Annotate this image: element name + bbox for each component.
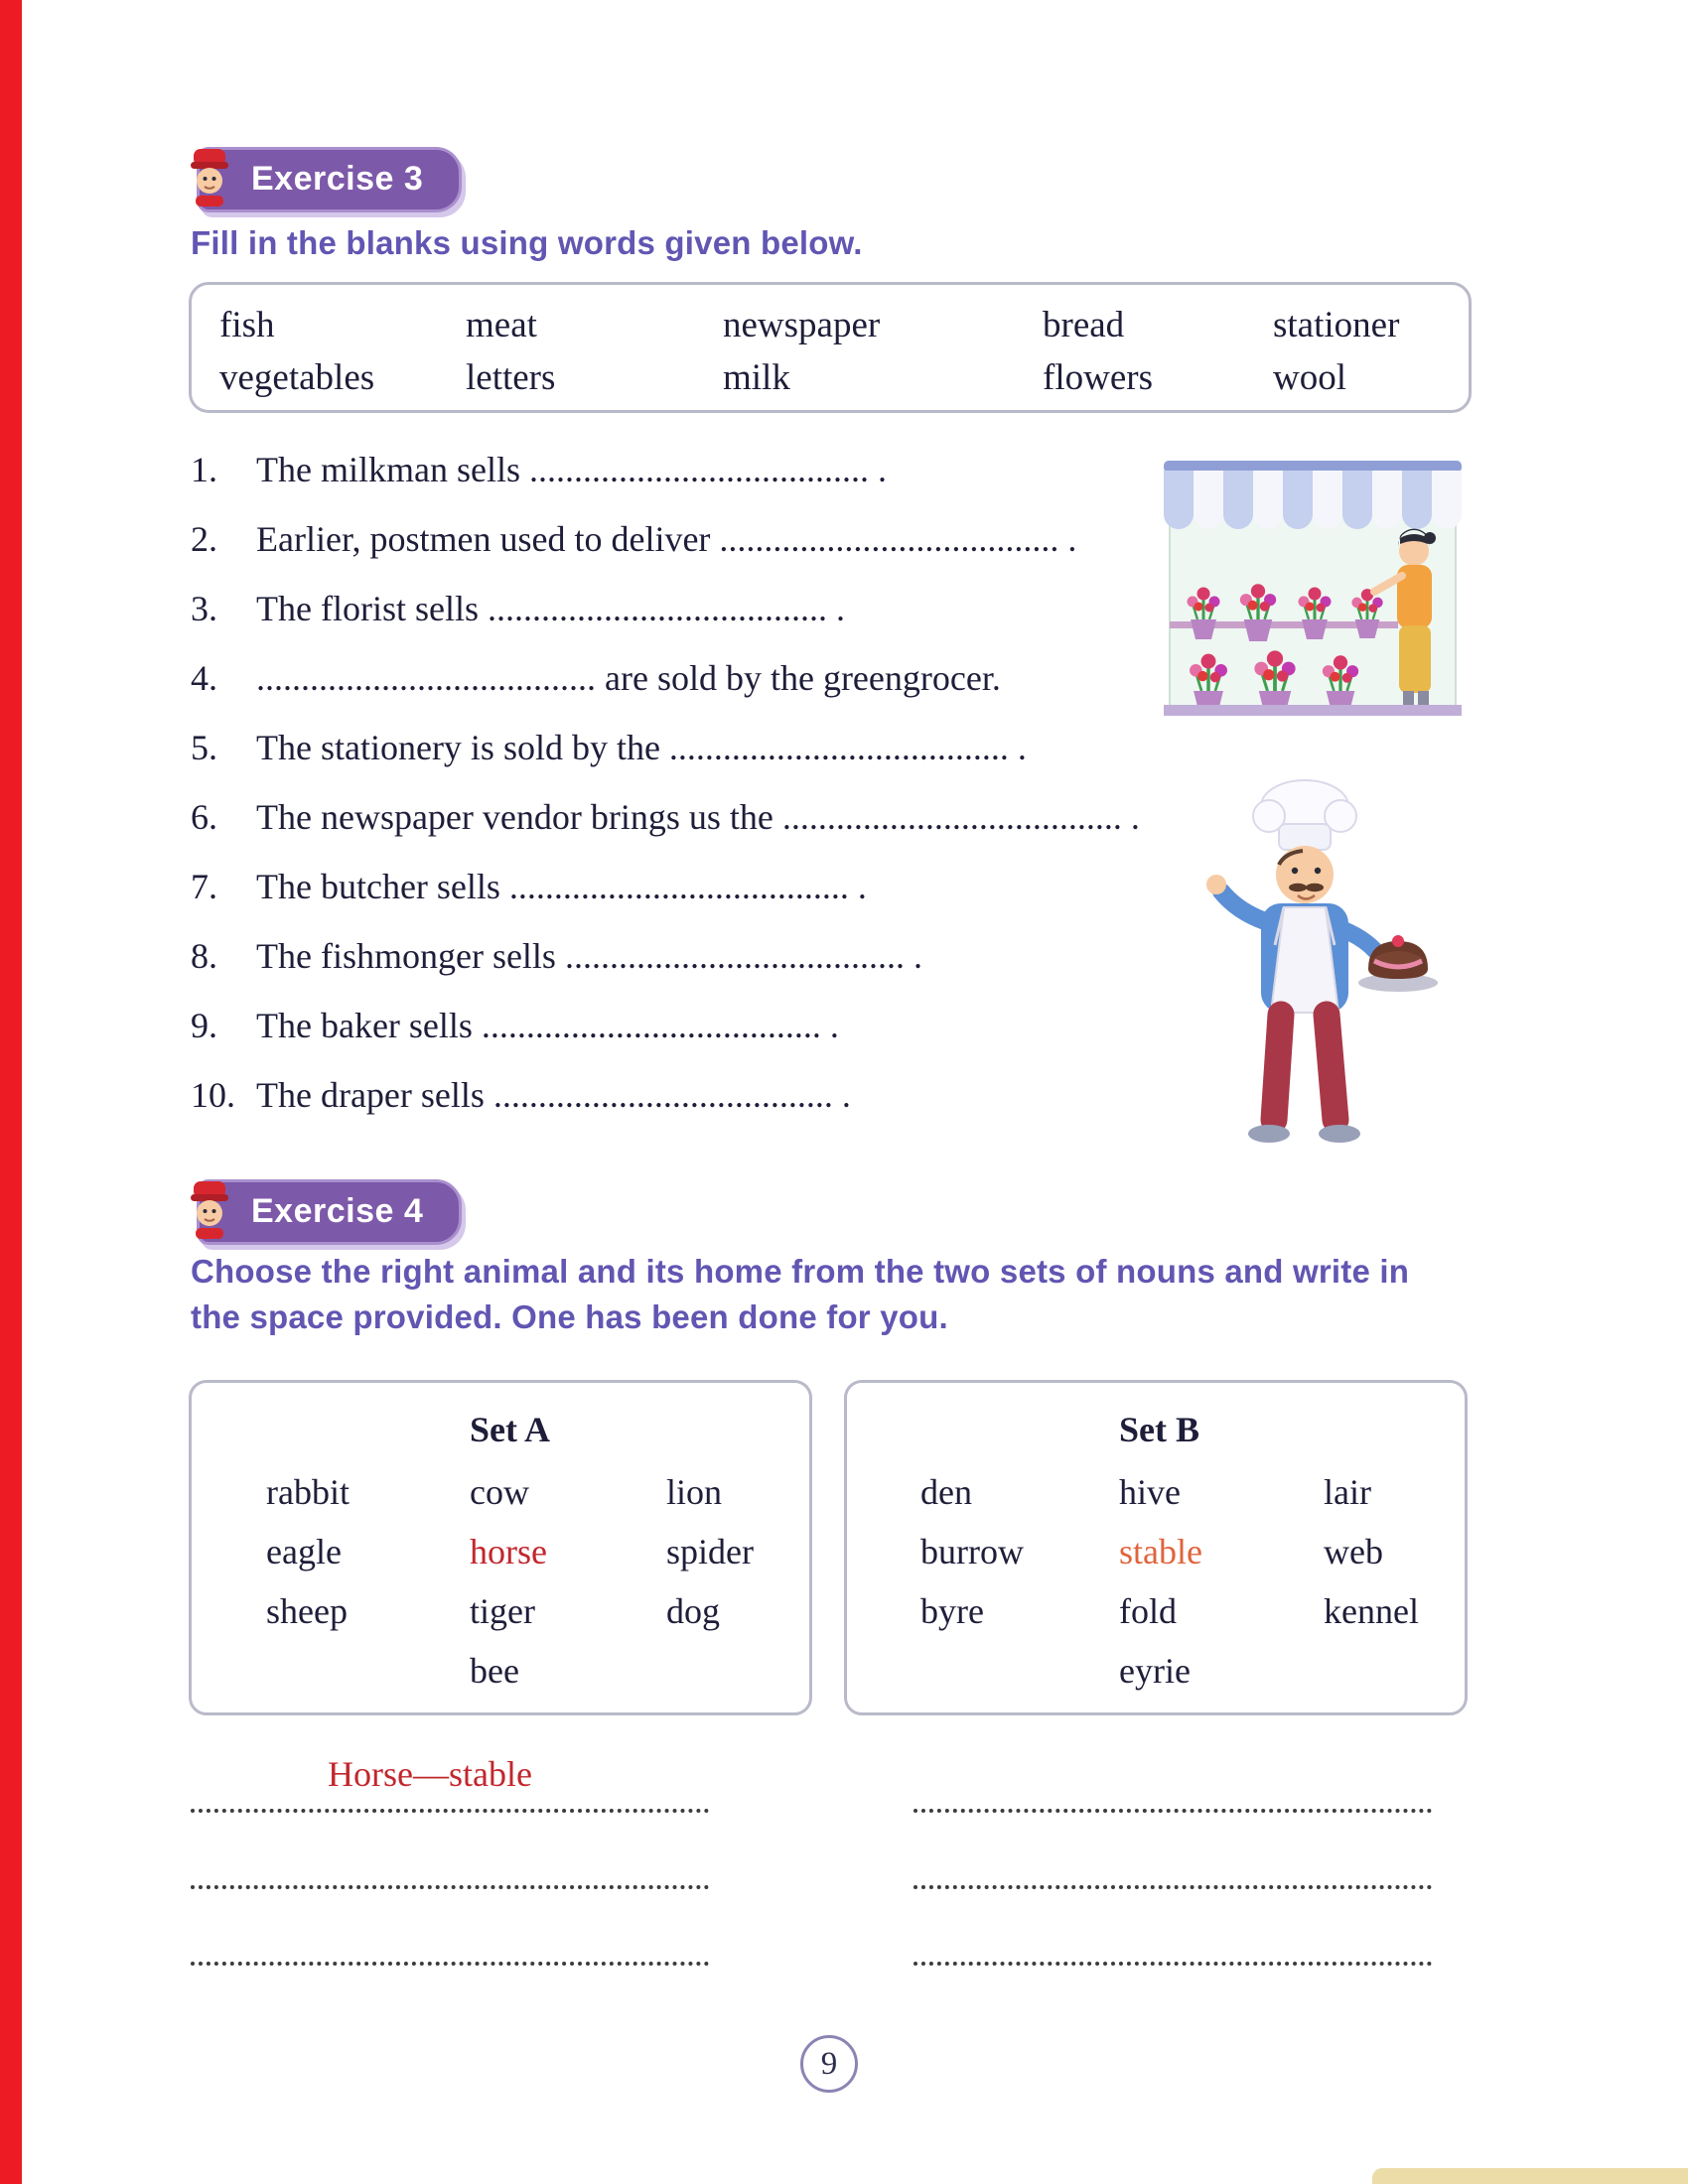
set-b-word: byre — [920, 1591, 984, 1631]
page-number: 9 — [820, 2045, 838, 2082]
florist-illustration — [1164, 455, 1462, 728]
set-a-box — [189, 1380, 812, 1715]
set-b-word: lair — [1324, 1472, 1371, 1512]
exercise4-instruction-line1: Choose the right animal and its home from the two sets of nouns and write in — [191, 1253, 1410, 1290]
fill-blank-item — [191, 782, 1194, 852]
chef-hat — [1253, 780, 1356, 850]
answer-line-right-3 — [914, 1962, 1432, 1966]
item-number: 10. — [191, 1075, 235, 1115]
word-bank-word: vegetables — [219, 357, 375, 398]
item-number: 4. — [191, 658, 217, 698]
set-b-word: kennel — [1324, 1591, 1419, 1631]
fill-blank-item — [191, 713, 1194, 782]
set-b-word — [920, 1641, 1119, 1701]
set-a-word: cow — [470, 1472, 529, 1512]
exercise3-badge-label: Exercise 3 — [197, 147, 462, 212]
set-a-word — [666, 1641, 809, 1701]
item-text: The butcher sells ...................................... . — [256, 867, 867, 906]
item-number: 7. — [191, 867, 217, 906]
word-bank-word: flowers — [1043, 357, 1153, 398]
baker-face — [1276, 846, 1334, 903]
fill-blank-item — [191, 643, 1194, 713]
page-number-badge — [800, 2035, 858, 2093]
set-b-word: eyrie — [1119, 1651, 1191, 1691]
word-bank-word: meat — [466, 305, 537, 345]
item-text: ...................................... are sold by the greengrocer. — [256, 658, 1001, 698]
set-b-word: hive — [1119, 1472, 1181, 1512]
answer-line-right-1 — [914, 1809, 1432, 1813]
answer-line-left-2 — [191, 1885, 709, 1889]
page-corner-decoration — [1372, 2168, 1688, 2184]
exercise4-instruction-line2: the space provided. One has been done for you. — [191, 1297, 948, 1335]
set-a-word: bee — [470, 1651, 519, 1691]
set-b-word-highlighted: stable — [1119, 1532, 1202, 1571]
set-a-grid — [192, 1462, 809, 1701]
set-b-box — [844, 1380, 1468, 1715]
word-bank-row-1 — [219, 299, 1469, 351]
set-b-word: den — [920, 1472, 972, 1512]
word-bank-row-2 — [219, 351, 1469, 404]
word-bank-box — [189, 282, 1472, 413]
word-bank-word: newspaper — [723, 305, 881, 345]
exercise3-badge — [185, 147, 462, 212]
set-b-word: fold — [1119, 1591, 1177, 1631]
item-number: 2. — [191, 519, 217, 559]
set-a-word: rabbit — [266, 1472, 350, 1512]
item-text: The newspaper vendor brings us the ...................................... . — [256, 797, 1140, 837]
item-text: Earlier, postmen used to deliver ...................................... . — [256, 519, 1077, 559]
fill-blank-item — [191, 574, 1194, 643]
page-edge-strip — [0, 0, 22, 2184]
set-b-word: web — [1324, 1532, 1383, 1571]
set-a-word: eagle — [266, 1532, 342, 1571]
item-number: 8. — [191, 936, 217, 976]
fill-blank-item — [191, 852, 1194, 921]
exercise3-items — [191, 435, 1194, 1130]
fill-blank-item — [191, 435, 1194, 504]
answer-line-left-3 — [191, 1962, 709, 1966]
set-a-word: tiger — [470, 1591, 535, 1631]
set-b-grid — [847, 1462, 1465, 1701]
word-bank-word: stationer — [1273, 305, 1400, 345]
item-number: 3. — [191, 589, 217, 628]
item-text: The stationery is sold by the ...................................... . — [256, 728, 1027, 767]
exercise4-instruction — [191, 1249, 1521, 1339]
set-a-word — [266, 1641, 470, 1701]
set-b-title: Set B — [1119, 1410, 1199, 1449]
set-a-word: lion — [666, 1472, 723, 1512]
example-answer: Horse—stable — [328, 1754, 532, 1794]
item-text: The baker sells ...................................... . — [256, 1006, 839, 1045]
exercise4-badge-label: Exercise 4 — [197, 1179, 462, 1245]
fill-blank-item — [191, 991, 1194, 1060]
item-number: 6. — [191, 797, 217, 837]
word-bank-word: bread — [1043, 305, 1125, 345]
item-number: 5. — [191, 728, 217, 767]
exercise-kid-icon — [185, 147, 234, 208]
item-text: The draper sells ...................................... . — [256, 1075, 851, 1115]
item-text: The fishmonger sells ...................................... . — [256, 936, 922, 976]
set-b-word: burrow — [920, 1532, 1024, 1571]
set-b-word — [1324, 1641, 1465, 1701]
fill-blank-item — [191, 504, 1194, 574]
set-a-word-highlighted: horse — [470, 1532, 547, 1571]
fill-blank-item — [191, 921, 1194, 991]
baker-illustration — [1188, 772, 1451, 1169]
answer-line-right-2 — [914, 1885, 1432, 1889]
exercise3-instruction: Fill in the blanks using words given below. — [191, 224, 863, 261]
exercise-kid-icon — [185, 1179, 234, 1241]
item-text: The florist sells ...................................... . — [256, 589, 845, 628]
item-text: The milkman sells ...................................... . — [256, 450, 887, 489]
word-bank-word: letters — [466, 357, 556, 398]
item-number: 1. — [191, 450, 217, 489]
exercise4-badge — [185, 1179, 462, 1245]
item-number: 9. — [191, 1006, 217, 1045]
set-a-word: sheep — [266, 1591, 348, 1631]
word-bank-word: milk — [723, 357, 790, 398]
fill-blank-item — [191, 1060, 1194, 1130]
set-a-word: spider — [666, 1532, 754, 1571]
set-a-title: Set A — [470, 1410, 550, 1449]
baker-legs — [1248, 1015, 1360, 1143]
answer-line-left-1 — [191, 1809, 709, 1813]
word-bank-word: wool — [1273, 357, 1346, 398]
word-bank-word: fish — [219, 305, 275, 345]
set-a-word: dog — [666, 1591, 720, 1631]
